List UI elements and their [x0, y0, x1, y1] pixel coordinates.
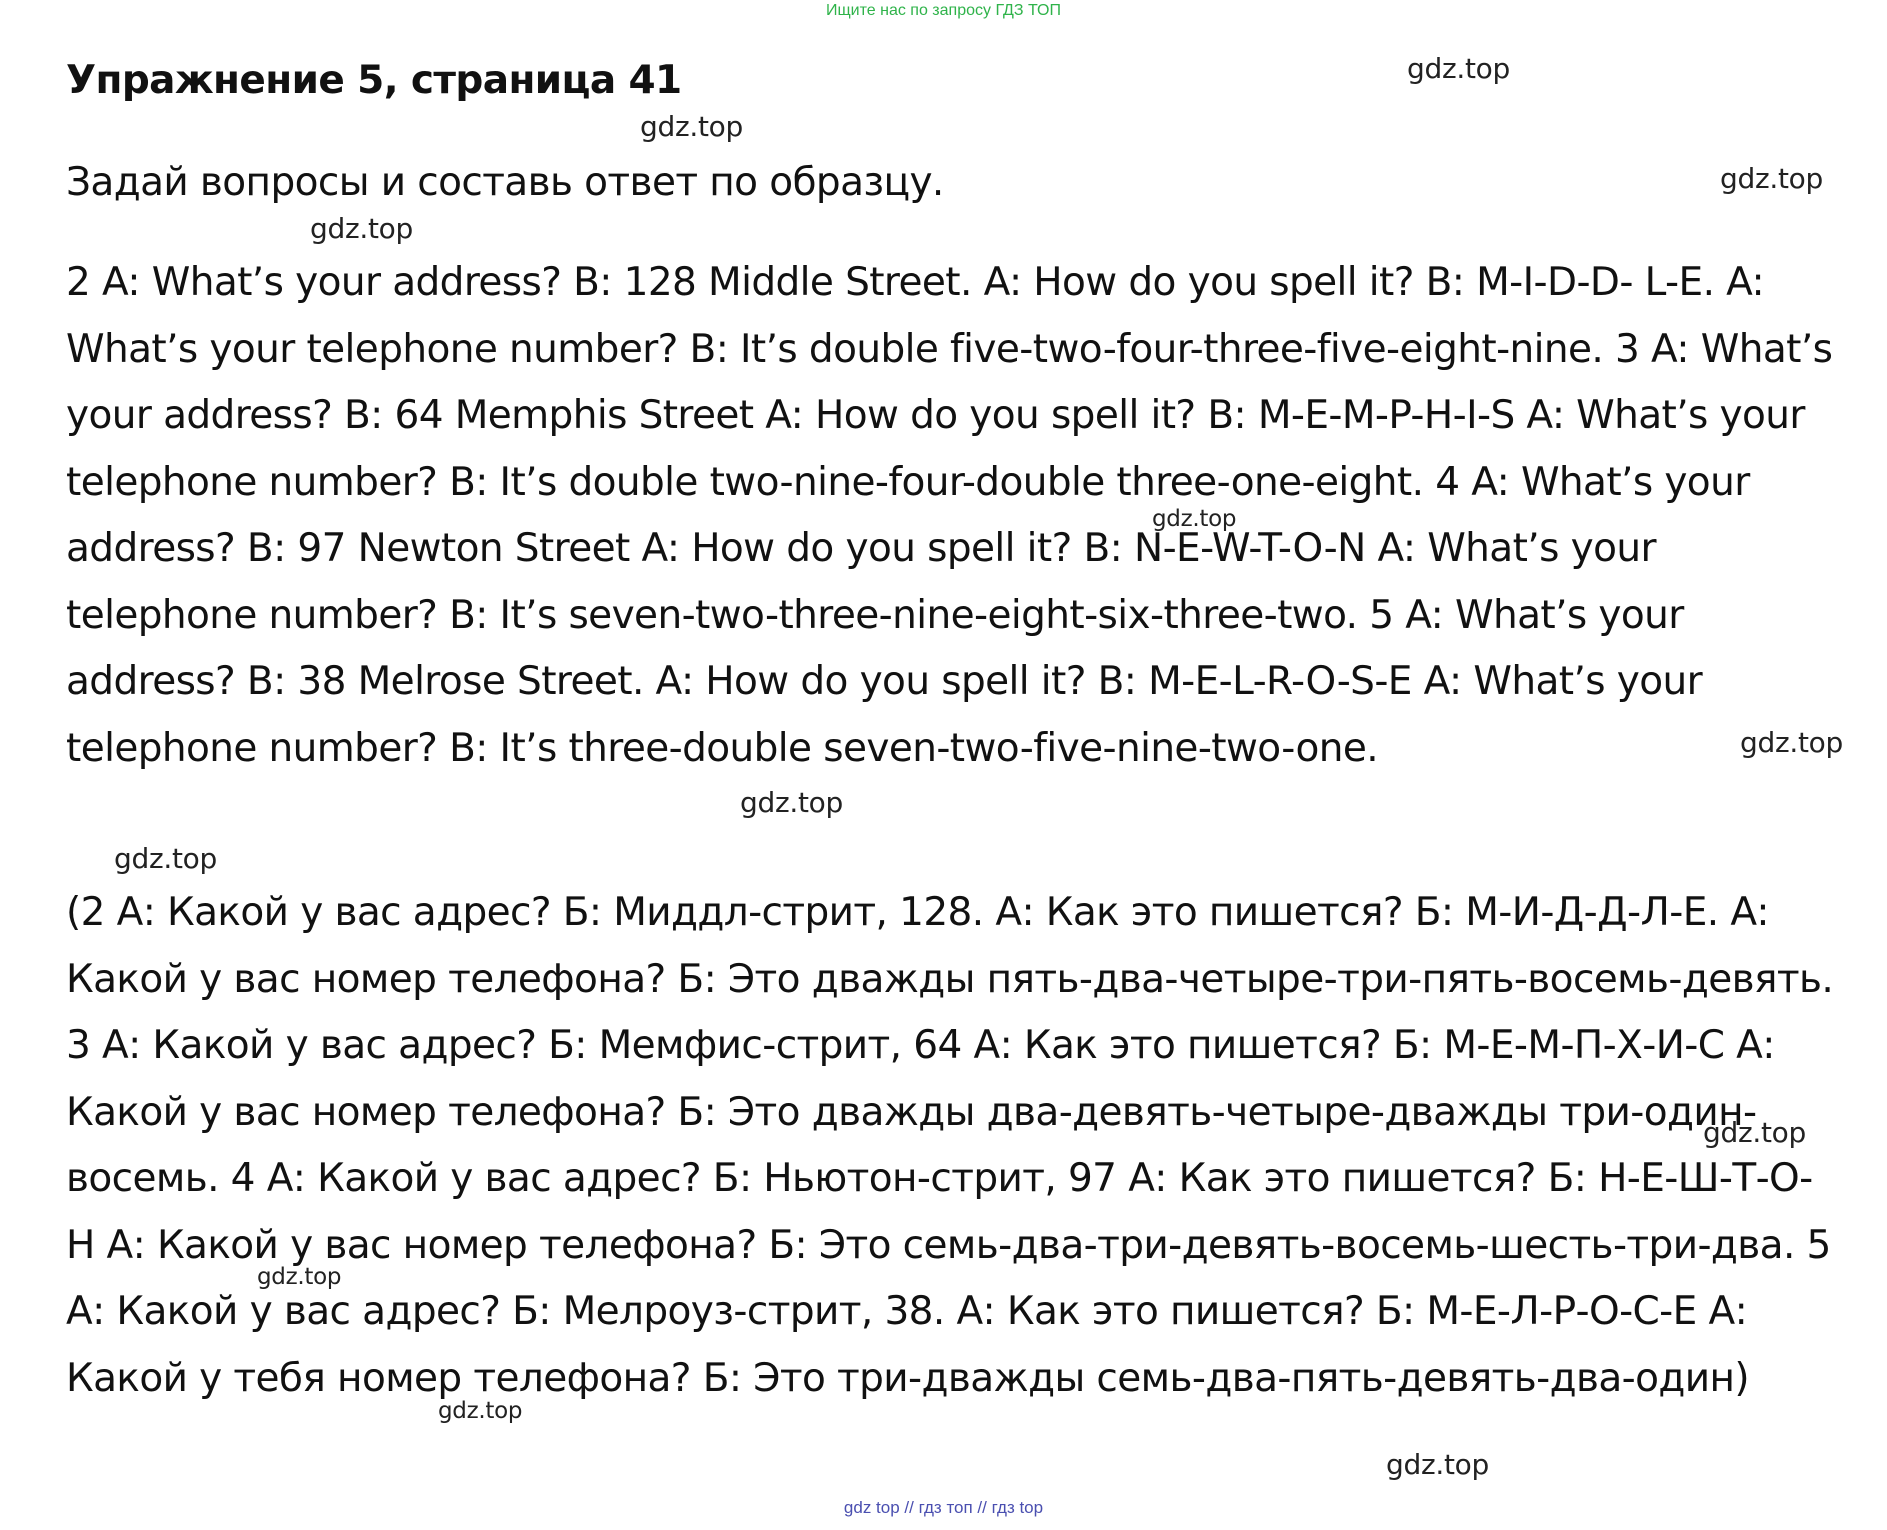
watermark: gdz.top: [310, 212, 413, 245]
watermark: gdz.top: [1407, 52, 1510, 85]
top-banner[interactable]: Ищите нас по запросу ГДЗ ТОП: [826, 2, 1061, 19]
watermark: gdz.top: [1386, 1448, 1489, 1481]
watermark: gdz.top: [1703, 1116, 1806, 1149]
bottom-banner[interactable]: gdz top // гдз топ // гдз top: [843, 1498, 1044, 1517]
watermark: gdz.top: [438, 1398, 523, 1424]
page-title: Упражнение 5, страница 41: [66, 58, 682, 103]
watermark: gdz.top: [740, 786, 843, 819]
answer-russian: (2 А: Какой у вас адрес? Б: Миддл-стрит, 128. А: Как это пишется? Б: М-И-Д-Д-Л-Е. А: Какой у вас номер телефона? Б: Это дважды пять-два-четыре-три-пять-восемь-девять. 3 А: Какой у вас адрес? Б: Мемфис-стрит, 64 А: Как это пишется? Б: М-Е-М-П-Х-И-С А: Какой у вас номер телефона? Б: Это дважды два-девять-четыре-дважды три-один-восемь. 4 А: Какой у вас адрес? Б: Ньютон-стрит, 97 А: Как это пишется? Б: Н-Е-Ш-Т-О-Н А: Какой у вас номер телефона? Б: Это семь-два-три-девять-восемь-шесть-три-два. 5 А: Какой у вас адрес? Б: Мелроуз-стрит, 38. А: Как это пишется? Б: М-Е-Л-Р-О-С-Е А: Какой у тебя номер телефона? Б: Это три-дважды семь-два-пять-девять-два-один): [66, 890, 1834, 1401]
watermark: gdz.top: [114, 842, 217, 875]
answer-english: 2 A: What’s your address? B: 128 Middle Street. A: How do you spell it? B: M-I-D-D- L-E. A: What’s your telephone number? B: It’s double five-two-four-three-five-eight-nine. 3 A: What’s your address? B: 64 Memphis Street A: How do you spell it? B: M-E-M-P-H-I-S A: What’s your telephone number? B: It’s double two-nine-four-double three-one-eight. 4 A: What’s your address? B: 97 Newton Street A: How do you spell it? B: N-E-W-T-O-N A: What’s your telephone number? B: It’s seven-two-three-nine-eight-six-three-two. 5 A: What’s your address? B: 38 Melrose Street. A: How do you spell it? B: M-E-L-R-O-S-E A: What’s your telephone number? B: It’s three-double seven-two-five-nine-two-one.: [66, 260, 1833, 771]
task-instruction: Задай вопросы и составь ответ по образцу.: [66, 160, 944, 205]
watermark: gdz.top: [1720, 162, 1823, 195]
watermark: gdz.top: [1152, 506, 1237, 532]
watermark: gdz.top: [257, 1264, 342, 1290]
watermark: gdz.top: [640, 110, 743, 143]
watermark: gdz.top: [1740, 726, 1843, 759]
